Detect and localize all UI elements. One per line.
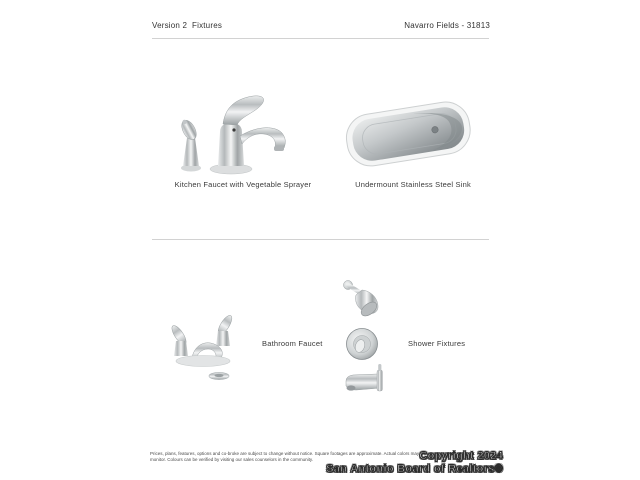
copyright-watermark bbox=[326, 450, 503, 475]
kitchen-faucet-image bbox=[168, 88, 300, 180]
footer-disclaimer-line1: Prices, plans, features, options and co-broke are subject to change without notice. Square footages are approximate. Actual colors may vary on your bbox=[150, 451, 446, 456]
bathroom-faucet-label: Bathroom Faucet bbox=[262, 339, 323, 348]
kitchen-faucet-caption: Kitchen Faucet with Vegetable Sprayer bbox=[174, 180, 312, 189]
footer-disclaimer-line2: monitor. Colours can be verified by visiting our sales counselors in the community. bbox=[150, 456, 313, 462]
copyright-watermark-line2: San Antonio Board of Realtors® bbox=[326, 462, 503, 475]
header-divider bbox=[152, 38, 489, 39]
undermount-sink-image bbox=[338, 92, 478, 174]
section-divider bbox=[152, 239, 489, 240]
sink-caption: Undermount Stainless Steel Sink bbox=[355, 180, 471, 189]
shower-fixtures-label: Shower Fixtures bbox=[408, 339, 466, 348]
header-title: Version 2 Fixtures bbox=[152, 21, 223, 30]
copyright-watermark-line1: Copyright 2024 bbox=[419, 450, 503, 462]
shower-fixtures-image bbox=[340, 278, 406, 396]
bathroom-faucet-image bbox=[166, 314, 258, 382]
header-project-name: Navarro Fields - 31813 bbox=[404, 21, 490, 30]
